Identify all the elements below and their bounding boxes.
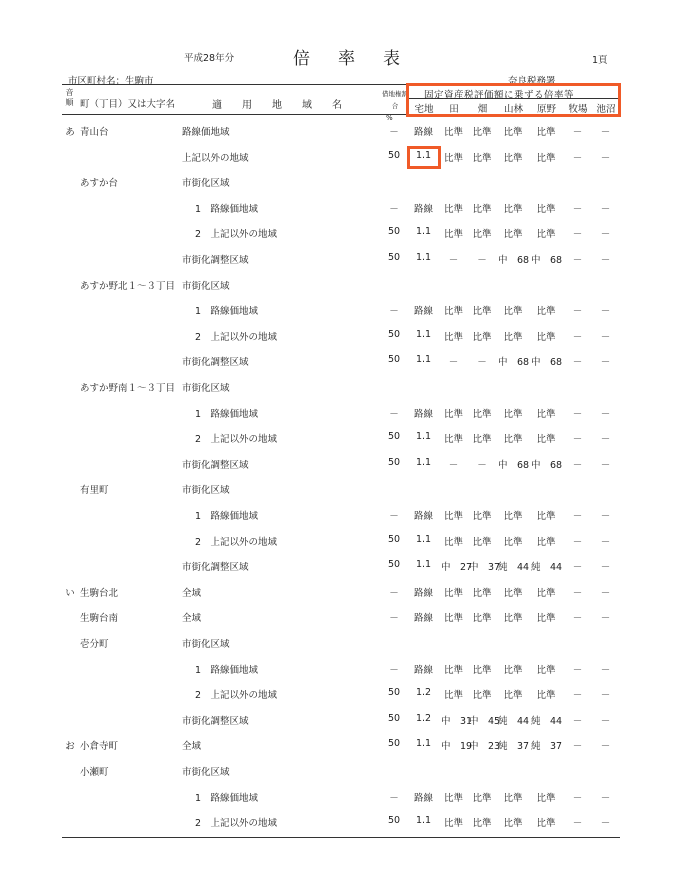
multiplier-cell: 中 37: [469, 562, 501, 573]
town-cell: 生駒台北: [80, 588, 119, 599]
sub-header-6: 池沼: [596, 104, 616, 115]
multiplier-cell: 比準: [536, 613, 556, 624]
multiplier-cell: －: [600, 204, 611, 215]
multiplier-cell: 比準: [443, 613, 463, 624]
multiplier-cell: 純 44: [498, 562, 530, 573]
multiplier-cell: 比準: [472, 690, 492, 701]
multiplier-cell: 中 45: [469, 716, 501, 727]
multiplier-cell: －: [477, 357, 487, 368]
area-cell: 市街化調整区域: [182, 562, 249, 573]
multiplier-cell: 比準: [443, 306, 463, 317]
multiplier-cell: 中 68: [498, 255, 530, 266]
table-bottom-border: [62, 837, 620, 838]
town-cell: あすか野南１～３丁目: [80, 383, 176, 394]
multiplier-cell: 比準: [536, 409, 556, 420]
multiplier-cell: 路線: [413, 511, 433, 522]
multiplier-cell: 比準: [443, 332, 463, 343]
multiplier-cell: 比準: [503, 153, 523, 164]
area-cell: 市街化区域: [182, 178, 230, 189]
multiplier-cell: 比準: [536, 665, 556, 676]
onjun-cell: あ: [65, 127, 75, 138]
onjun-header: 音順: [65, 88, 74, 107]
multiplier-cell: －: [600, 613, 611, 624]
multiplier-cell: －: [572, 229, 583, 240]
multiplier-cell: 比準: [503, 613, 523, 624]
leasehold-cell: 50: [387, 815, 401, 826]
multiplier-cell: 比準: [443, 537, 463, 548]
multiplier-cell: 比準: [472, 229, 492, 240]
onjun-cell: い: [65, 588, 75, 599]
multiplier-cell: 中 68: [531, 460, 563, 471]
multiplier-cell: 純 44: [531, 716, 563, 727]
area-cell: 2 上記以外の地域: [195, 537, 278, 548]
multiplier-cell: －: [572, 306, 583, 317]
area-cell: 2 上記以外の地域: [195, 332, 278, 343]
multiplier-cell: 比準: [503, 229, 523, 240]
leasehold-cell: －: [389, 204, 399, 215]
multiplier-cell: 路線: [413, 409, 433, 420]
multiplier-cell: 1.2: [415, 687, 432, 698]
multiplier-cell: 比準: [536, 511, 556, 522]
multiplier-cell: 比準: [503, 409, 523, 420]
multiplier-cell: 比準: [472, 588, 492, 599]
multiplier-cell: 比準: [536, 537, 556, 548]
multiplier-cell: －: [600, 229, 611, 240]
sub-header-2: 畑: [477, 104, 488, 115]
multiplier-cell: －: [600, 409, 611, 420]
page-number: 1頁: [592, 55, 608, 66]
multiplier-cell: －: [600, 511, 611, 522]
sub-header-4: 原野: [536, 104, 556, 115]
leasehold-cell: 50: [387, 354, 401, 365]
area-cell: 市街化調整区域: [182, 255, 249, 266]
multiplier-cell: 1.1: [415, 226, 432, 237]
multiplier-group-header: 固定資産税評価額に乗ずる倍率等: [424, 90, 575, 101]
multiplier-cell: －: [600, 306, 611, 317]
sub-header-3: 山林: [503, 104, 523, 115]
sub-header-0: 宅地: [414, 104, 434, 115]
multiplier-cell: 比準: [503, 818, 523, 829]
multiplier-cell: 比準: [536, 204, 556, 215]
onjun-cell: お: [65, 741, 75, 752]
multiplier-cell: 路線: [413, 306, 433, 317]
multiplier-cell: 比準: [443, 588, 463, 599]
multiplier-cell: 比準: [472, 511, 492, 522]
area-cell: 市街化調整区域: [182, 357, 249, 368]
multiplier-cell: 路線: [413, 793, 433, 804]
multiplier-cell: 比準: [503, 537, 523, 548]
multiplier-cell: 路線: [413, 204, 433, 215]
town-cell: 壱分町: [80, 639, 109, 650]
multiplier-cell: 比準: [443, 127, 463, 138]
leasehold-cell: 50: [387, 252, 401, 263]
multiplier-cell: 比準: [536, 153, 556, 164]
multiplier-cell: －: [600, 537, 611, 548]
multiplier-cell: 比準: [503, 665, 523, 676]
leasehold-cell: 50: [387, 687, 401, 698]
sub-header-1: 田: [449, 104, 459, 115]
multiplier-cell: 1.1: [415, 534, 432, 545]
multiplier-cell: 比準: [443, 665, 463, 676]
multiplier-cell: －: [600, 716, 611, 727]
area-cell: 2 上記以外の地域: [195, 229, 278, 240]
multiplier-cell: 比準: [472, 153, 492, 164]
multiplier-cell: －: [600, 127, 611, 138]
area-cell: 市街化区域: [182, 767, 230, 778]
area-cell: 2 上記以外の地域: [195, 690, 278, 701]
multiplier-cell: 比準: [443, 204, 463, 215]
area-cell: 市街化区域: [182, 639, 230, 650]
multiplier-cell: 1.1: [415, 815, 432, 826]
multiplier-cell: －: [572, 460, 583, 471]
leasehold-unit: %: [386, 114, 393, 122]
area-cell: 1 路線価地域: [195, 409, 259, 420]
multiplier-cell: 比準: [536, 127, 556, 138]
multiplier-cell: 比準: [443, 434, 463, 445]
multiplier-cell: －: [600, 690, 611, 701]
multiplier-cell: 比準: [472, 665, 492, 676]
leasehold-cell: 50: [387, 559, 401, 570]
multiplier-cell: 路線: [413, 613, 433, 624]
sub-header-5: 牧場: [568, 104, 588, 115]
multiplier-cell: －: [600, 741, 611, 752]
leasehold-cell: －: [389, 127, 399, 138]
multiplier-cell: －: [572, 588, 583, 599]
multiplier-cell: 1.1: [415, 431, 432, 442]
leasehold-cell: 50: [387, 457, 401, 468]
leasehold-header: 借地権割合: [382, 90, 408, 110]
area-cell: 市街化区域: [182, 383, 230, 394]
town-cell: 生駒台南: [80, 613, 119, 624]
multiplier-cell: 比準: [443, 153, 463, 164]
multiplier-cell: －: [600, 153, 611, 164]
multiplier-cell: －: [572, 665, 583, 676]
multiplier-cell: －: [572, 793, 583, 804]
town-cell: 小倉寺町: [80, 741, 119, 752]
multiplier-cell: 比準: [443, 229, 463, 240]
multiplier-cell: －: [572, 562, 583, 573]
multiplier-cell: 中 68: [498, 460, 530, 471]
multiplier-cell: 比準: [503, 434, 523, 445]
leasehold-cell: 50: [387, 534, 401, 545]
multiplier-cell: 比準: [443, 409, 463, 420]
highlight-multiplier-value: [407, 146, 441, 169]
multiplier-cell: 比準: [536, 818, 556, 829]
multiplier-cell: －: [600, 665, 611, 676]
multiplier-cell: 1.1: [415, 354, 432, 365]
multiplier-cell: 中 31: [441, 716, 473, 727]
area-cell: 全域: [182, 741, 202, 752]
multiplier-cell: －: [572, 818, 583, 829]
multiplier-cell: －: [600, 793, 611, 804]
multiplier-cell: 比準: [503, 793, 523, 804]
area-cell: 全域: [182, 613, 202, 624]
leasehold-cell: 50: [387, 738, 401, 749]
multiplier-cell: 1.1: [415, 329, 432, 340]
multiplier-cell: －: [572, 332, 583, 343]
multiplier-cell: －: [572, 741, 583, 752]
multiplier-cell: －: [572, 127, 583, 138]
multiplier-cell: 1.2: [415, 713, 432, 724]
area-cell: 路線価地域: [182, 127, 230, 138]
multiplier-cell: 比準: [472, 537, 492, 548]
multiplier-cell: 路線: [413, 588, 433, 599]
multiplier-cell: 比準: [536, 690, 556, 701]
multiplier-cell: 比準: [536, 434, 556, 445]
multiplier-cell: －: [572, 690, 583, 701]
multiplier-cell: －: [600, 434, 611, 445]
multiplier-cell: －: [448, 460, 459, 471]
leasehold-cell: 50: [387, 329, 401, 340]
leasehold-cell: －: [389, 793, 399, 804]
leasehold-cell: －: [389, 613, 399, 624]
multiplier-cell: 比準: [443, 793, 463, 804]
area-cell: 上記以外の地域: [182, 153, 249, 164]
multiplier-cell: 比準: [472, 332, 492, 343]
multiplier-cell: 比準: [536, 306, 556, 317]
area-cell: 市街化区域: [182, 485, 230, 496]
area-cell: 1 路線価地域: [195, 306, 259, 317]
multiplier-cell: 比準: [503, 588, 523, 599]
multiplier-cell: 比準: [503, 511, 523, 522]
town-cell: あすか野北１～３丁目: [80, 281, 176, 292]
area-cell: 1 路線価地域: [195, 793, 259, 804]
leasehold-cell: 50: [387, 226, 401, 237]
multiplier-cell: －: [600, 818, 611, 829]
multiplier-cell: 比準: [536, 588, 556, 599]
multiplier-cell: －: [572, 537, 583, 548]
multiplier-cell: 比準: [472, 434, 492, 445]
multiplier-cell: 純 37: [498, 741, 530, 752]
multiplier-cell: 1.1: [415, 738, 432, 749]
leasehold-cell: －: [389, 665, 399, 676]
multiplier-cell: －: [600, 460, 611, 471]
multiplier-cell: 比準: [472, 204, 492, 215]
town-cell: 青山台: [80, 127, 109, 138]
multiplier-cell: －: [448, 357, 459, 368]
multiplier-cell: 1.1: [415, 252, 432, 263]
multiplier-cell: 中 68: [498, 357, 530, 368]
multiplier-cell: －: [572, 204, 583, 215]
multiplier-cell: －: [600, 255, 611, 266]
area-cell: 市街化調整区域: [182, 716, 249, 727]
highlight-multiplier-header: [406, 83, 621, 117]
leasehold-cell: －: [389, 306, 399, 317]
leasehold-cell: 50: [387, 713, 401, 724]
multiplier-cell: －: [572, 153, 583, 164]
multiplier-cell: 路線: [413, 665, 433, 676]
area-cell: 1 路線価地域: [195, 204, 259, 215]
multiplier-cell: 中 68: [531, 357, 563, 368]
multiplier-cell: 比準: [472, 127, 492, 138]
multiplier-cell: 比準: [503, 127, 523, 138]
multiplier-cell: 1.1: [415, 457, 432, 468]
area-cell: 市街化区域: [182, 281, 230, 292]
leasehold-cell: 50: [387, 431, 401, 442]
multiplier-cell: 比準: [443, 511, 463, 522]
multiplier-cell: 比準: [503, 690, 523, 701]
multiplier-cell: －: [600, 357, 611, 368]
multiplier-cell: －: [448, 255, 459, 266]
multiplier-cell: －: [477, 255, 487, 266]
multiplier-cell: 比準: [503, 332, 523, 343]
town-cell: 有里町: [80, 485, 109, 496]
multiplier-cell: 比準: [472, 306, 492, 317]
multiplier-cell: －: [572, 511, 583, 522]
multiplier-cell: 比準: [472, 793, 492, 804]
multiplier-cell: 1.1: [415, 150, 432, 161]
multiplier-cell: －: [572, 255, 583, 266]
multiplier-cell: 比準: [536, 332, 556, 343]
multiplier-cell: －: [600, 588, 611, 599]
multiplier-cell: 比準: [472, 613, 492, 624]
multiplier-cell: －: [477, 460, 487, 471]
multiplier-cell: －: [572, 613, 583, 624]
town-header: 町（丁目）又は大字名: [80, 99, 176, 110]
multiplier-cell: 比準: [472, 818, 492, 829]
town-cell: あすか台: [80, 178, 119, 189]
year-label: 平成28年分: [184, 53, 235, 64]
multiplier-cell: －: [600, 562, 611, 573]
multiplier-cell: 1.1: [415, 559, 432, 570]
multiplier-cell: 純 37: [531, 741, 563, 752]
multiplier-cell: －: [600, 332, 611, 343]
multiplier-cell: 比準: [536, 793, 556, 804]
area-cell: 1 路線価地域: [195, 665, 259, 676]
municipality-label: 市区町村名：生駒市: [68, 76, 154, 87]
area-cell: 2 上記以外の地域: [195, 434, 278, 445]
page-title: 倍率表: [293, 49, 428, 69]
multiplier-cell: 比準: [503, 306, 523, 317]
multiplier-cell: 中 19: [441, 741, 473, 752]
multiplier-cell: 比準: [536, 229, 556, 240]
multiplier-cell: 純 44: [531, 562, 563, 573]
leasehold-cell: －: [389, 409, 399, 420]
leasehold-cell: 50: [387, 150, 401, 161]
multiplier-cell: 比準: [443, 818, 463, 829]
area-cell: 2 上記以外の地域: [195, 818, 278, 829]
multiplier-cell: －: [572, 357, 583, 368]
multiplier-cell: －: [572, 434, 583, 445]
multiplier-cell: 比準: [472, 409, 492, 420]
area-cell: 1 路線価地域: [195, 511, 259, 522]
town-cell: 小瀬町: [80, 767, 109, 778]
multiplier-cell: 純 44: [498, 716, 530, 727]
multiplier-cell: 中 23: [469, 741, 501, 752]
area-header: 適 用 地 域 名: [212, 100, 342, 111]
tax-office-label: 奈良税務署: [508, 76, 556, 87]
multiplier-cell: 路線: [413, 127, 433, 138]
multiplier-cell: 中 68: [531, 255, 563, 266]
multiplier-cell: －: [572, 409, 583, 420]
area-cell: 市街化調整区域: [182, 460, 249, 471]
leasehold-cell: －: [389, 588, 399, 599]
multiplier-cell: 比準: [443, 690, 463, 701]
multiplier-cell: －: [572, 716, 583, 727]
area-cell: 全域: [182, 588, 202, 599]
multiplier-cell: 中 27: [441, 562, 473, 573]
leasehold-cell: －: [389, 511, 399, 522]
multiplier-cell: 比準: [503, 204, 523, 215]
